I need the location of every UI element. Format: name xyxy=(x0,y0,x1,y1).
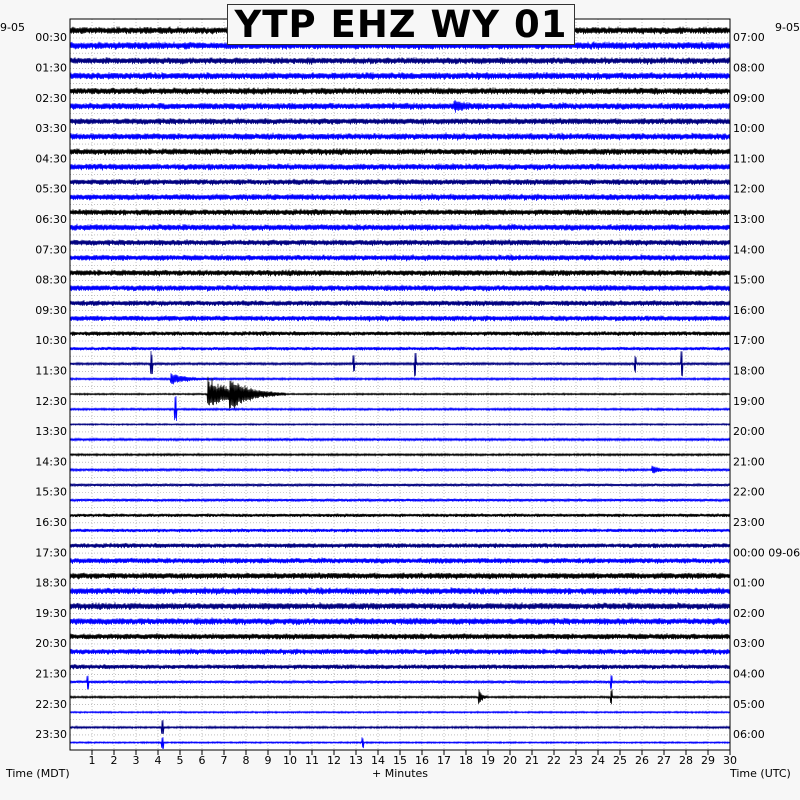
x-tick-label: 24 xyxy=(591,754,605,767)
x-tick-label: 1 xyxy=(88,754,96,767)
left-time-label: 10:30 xyxy=(35,334,67,348)
x-tick-label: 5 xyxy=(176,754,184,767)
left-time-label: 03:30 xyxy=(35,122,67,136)
x-tick-label: 25 xyxy=(613,754,627,767)
left-time-label: 17:30 xyxy=(35,546,67,560)
x-tick-label: 7 xyxy=(220,754,228,767)
left-time-label: 01:30 xyxy=(35,61,67,75)
x-tick-label: 12 xyxy=(327,754,341,767)
right-time-label: 03:00 xyxy=(733,637,765,651)
x-tick-label: 14 xyxy=(371,754,385,767)
left-time-label: 13:30 xyxy=(35,425,67,439)
x-tick-label: 19 xyxy=(481,754,495,767)
right-time-label: 07:00 xyxy=(733,31,765,45)
x-tick-label: 15 xyxy=(393,754,407,767)
left-time-labels xyxy=(35,31,67,741)
x-tick-label: 16 xyxy=(415,754,429,767)
right-time-label: 18:00 xyxy=(733,364,765,378)
right-time-label: 02:00 xyxy=(733,606,765,620)
right-time-label: 12:00 xyxy=(733,182,765,196)
x-tick-label: 28 xyxy=(679,754,693,767)
left-time-label: 08:30 xyxy=(35,273,67,287)
left-time-label: 19:30 xyxy=(35,606,67,620)
left-time-label: 15:30 xyxy=(35,485,67,499)
left-time-label: 06:30 xyxy=(35,212,67,226)
right-time-label: 13:00 xyxy=(733,212,765,226)
right-time-labels xyxy=(733,31,800,741)
right-time-label: 01:00 xyxy=(733,576,765,590)
title-box xyxy=(227,4,575,45)
x-tick-label: 29 xyxy=(701,754,715,767)
left-time-label: 11:30 xyxy=(35,364,67,378)
chart-title: YTP EHZ WY 01 xyxy=(234,3,568,46)
x-tick-label: 13 xyxy=(349,754,363,767)
left-time-label: 04:30 xyxy=(35,152,67,166)
left-time-label: 00:30 xyxy=(35,31,67,45)
right-time-label: 00:00 09-06 xyxy=(733,546,800,560)
right-time-label: 21:00 xyxy=(733,455,765,469)
right-time-label: 11:00 xyxy=(733,152,765,166)
right-time-label: 10:00 xyxy=(733,122,765,136)
left-time-label: 18:30 xyxy=(35,576,67,590)
x-tick-label: 6 xyxy=(198,754,206,767)
x-tick-label: 20 xyxy=(503,754,517,767)
x-tick-label: 27 xyxy=(657,754,671,767)
left-axis-label: Time (MDT) xyxy=(6,767,70,780)
right-time-label: 15:00 xyxy=(733,273,765,287)
x-tick-label: 9 xyxy=(264,754,272,767)
left-time-label: 02:30 xyxy=(35,91,67,105)
left-time-label: 07:30 xyxy=(35,243,67,257)
x-axis-label: + Minutes xyxy=(371,767,429,780)
left-time-label: 22:30 xyxy=(35,697,67,711)
right-axis-label: Time (UTC) xyxy=(730,767,791,780)
x-tick-label: 30 xyxy=(723,754,737,767)
left-time-label: 14:30 xyxy=(35,455,67,469)
left-time-label: 12:30 xyxy=(35,394,67,408)
right-time-label: 19:00 xyxy=(733,394,765,408)
right-time-label: 22:00 xyxy=(733,485,765,499)
right-time-label: 20:00 xyxy=(733,425,765,439)
x-tick-label: 23 xyxy=(569,754,583,767)
right-time-label: 09:00 xyxy=(733,91,765,105)
x-tick-label: 10 xyxy=(283,754,297,767)
x-tick-label: 3 xyxy=(132,754,140,767)
x-tick-label: 21 xyxy=(525,754,539,767)
right-time-label: 23:00 xyxy=(733,515,765,529)
left-time-label: 20:30 xyxy=(35,637,67,651)
right-time-label: 14:00 xyxy=(733,243,765,257)
x-tick-label: 22 xyxy=(547,754,561,767)
right-time-label: 08:00 xyxy=(733,61,765,75)
left-time-label: 16:30 xyxy=(35,515,67,529)
x-axis-ticks xyxy=(89,750,738,767)
left-time-label: 21:30 xyxy=(35,667,67,681)
right-time-label: 04:00 xyxy=(733,667,765,681)
right-time-label: 05:00 xyxy=(733,697,765,711)
left-time-label: 23:30 xyxy=(35,728,67,742)
x-tick-label: 18 xyxy=(459,754,473,767)
x-tick-label: 11 xyxy=(305,754,319,767)
x-tick-label: 8 xyxy=(242,754,250,767)
date-left: 9-05 xyxy=(0,21,25,34)
left-time-label: 05:30 xyxy=(35,182,67,196)
right-time-label: 16:00 xyxy=(733,303,765,317)
right-time-label: 17:00 xyxy=(733,334,765,348)
date-right: 9-05 xyxy=(775,21,800,34)
left-time-label: 09:30 xyxy=(35,303,67,317)
right-time-label: 06:00 xyxy=(733,728,765,742)
x-tick-label: 26 xyxy=(635,754,649,767)
x-tick-label: 17 xyxy=(437,754,451,767)
x-tick-label: 4 xyxy=(154,754,162,767)
x-tick-label: 2 xyxy=(110,754,118,767)
